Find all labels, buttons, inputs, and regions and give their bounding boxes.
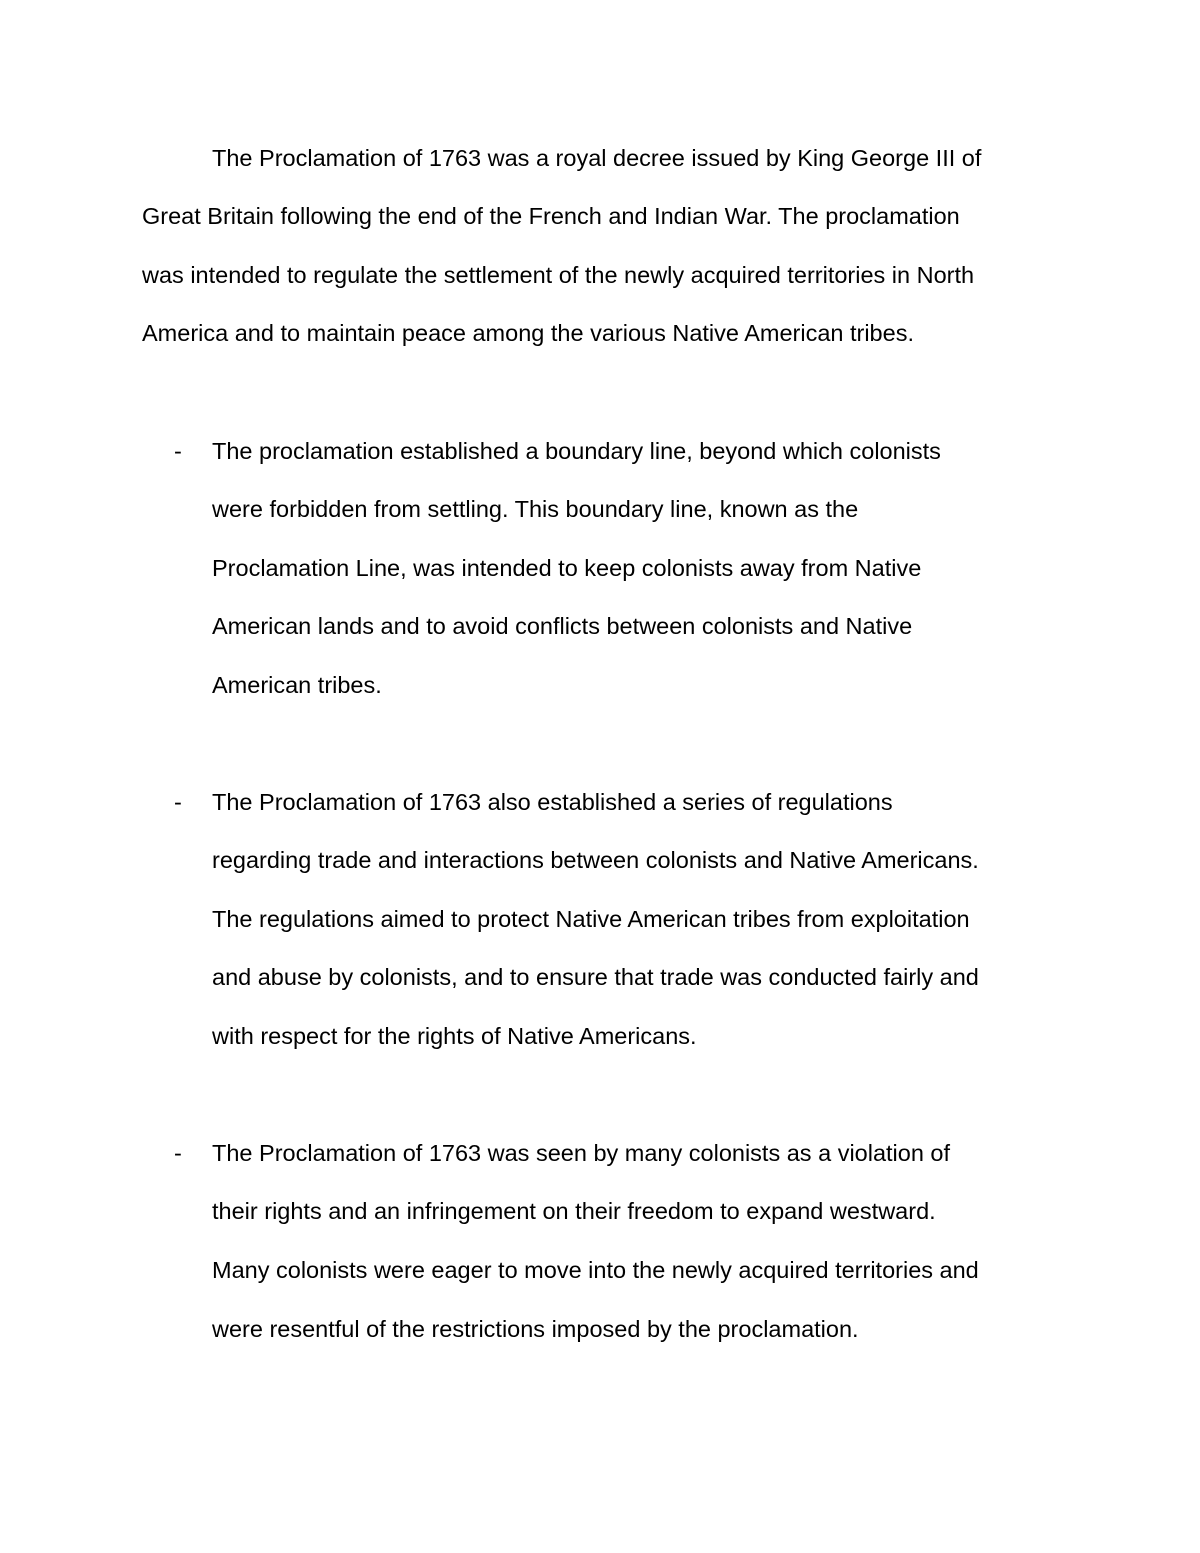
bullet-marker: - — [174, 789, 182, 815]
bullet-2-line: The regulations aimed to protect Native American tribes from exploitation — [212, 906, 970, 932]
bullet-3-line: were resentful of the restrictions imposed by the proclamation. — [212, 1316, 859, 1342]
intro-line: was intended to regulate the settlement of the newly acquired territories in North — [142, 262, 975, 288]
intro-line: America and to maintain peace among the various Native American tribes. — [142, 320, 914, 346]
intro-line: The Proclamation of 1763 was a royal decree issued by King George III of — [212, 145, 982, 171]
bullet-1-line: The proclamation established a boundary line, beyond which colonists — [212, 438, 941, 464]
bullet-3-line: Many colonists were eager to move into the newly acquired territories and — [212, 1257, 979, 1283]
bullet-1-line: American lands and to avoid conflicts between colonists and Native — [212, 613, 913, 639]
bullet-2-line: and abuse by colonists, and to ensure that trade was conducted fairly and — [212, 964, 979, 990]
bullet-3-line: The Proclamation of 1763 was seen by many colonists as a violation of — [212, 1140, 951, 1166]
bullet-3-line: their rights and an infringement on their freedom to expand westward. — [212, 1198, 936, 1224]
intro-line: Great Britain following the end of the French and Indian War. The proclamation — [142, 203, 960, 229]
bullet-1-line: were forbidden from settling. This boundary line, known as the — [212, 496, 859, 522]
bullet-marker: - — [174, 1140, 182, 1166]
bullet-2-line: regarding trade and interactions between colonists and Native Americans. — [212, 847, 979, 873]
bullet-1-line: American tribes. — [212, 672, 382, 698]
bullet-marker: - — [174, 438, 182, 464]
bullet-2-line: The Proclamation of 1763 also established a series of regulations — [212, 789, 893, 815]
bullet-2-line: with respect for the rights of Native Americans. — [212, 1023, 697, 1049]
bullet-1-line: Proclamation Line, was intended to keep colonists away from Native — [212, 555, 922, 581]
